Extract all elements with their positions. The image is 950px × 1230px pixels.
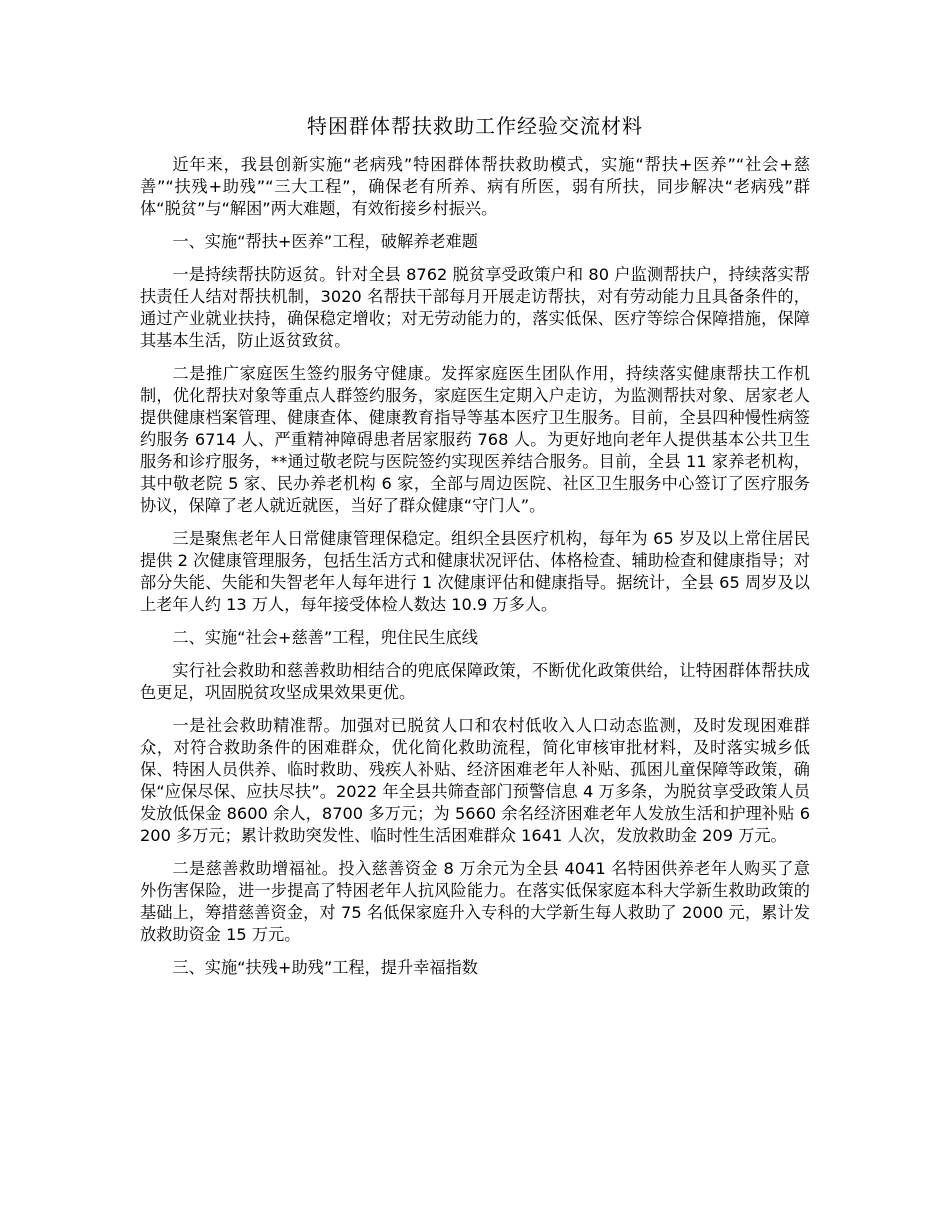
section-1-paragraph-1: 一是持续帮扶防返贫。针对全县 8762 脱贫享受政策户和 80 户监测帮扶户，持续落实帮扶责任人结对帮扶机制，3020 名帮扶干部每月开展走访帮扶，对有劳动能力且具备条件的，通过产业就业扶持，确保稳定增收；对无劳动能力的，落实低保、医疗等综合保障措施，保障其基本生活，防止返贫致贫。 (140, 265, 810, 350)
section-2-paragraph-2: 二是慈善救助增福祉。投入慈善资金 8 万余元为全县 4041 名特困供养老年人购买了意外伤害保险，进一步提高了特困老年人抗风险能力。在落实低保家庭本科大学新生救助政策的基础上，筹措慈善资金，对 75 名低保家庭升入专科的大学新生每人救助了 2000 元，累计发放救助资金 15 万元。 (140, 859, 810, 944)
section-1-heading: 一、实施“帮扶+医养”工程，破解养老难题 (172, 232, 478, 251)
section-1-paragraph-3: 三是聚焦老年人日常健康管理保稳定。组织全县医疗机构，每年为 65 岁及以上常住居民提供 2 次健康管理服务，包括生活方式和健康状况评估、体格检查、辅助检查和健康指导；对部分失能、失能和失智老年人每年进行 1 次健康评估和健康指导。据统计，全县 65 周岁及以上老年人约 13 万人，每年接受体检人数达 10.9 万多人。 (140, 529, 810, 614)
section-1-paragraph-2: 二是推广家庭医生签约服务守健康。发挥家庭医生团队作用，持续落实健康帮扶工作机制，优化帮扶对象等重点人群签约服务，家庭医生定期入户走访，为监测帮扶对象、居家老人提供健康档案管理、健康查体、健康教育指导等基本医疗卫生服务。目前，全县四种慢性病签约服务 6714 人、严重精神障碍患者居家服药 768 人。为更好地向老年人提供基本公共卫生服务和诊疗服务，**通过敬老院与医院签约实现医养结合服务。目前，全县 11 家养老机构，其中敬老院 5 家、民办养老机构 6 家，全部与周边医院、社区卫生服务中心签订了医疗服务协议，保障了老人就近就医，当好了群众健康“守门人”。 (140, 364, 810, 515)
page-title: 特困群体帮扶救助工作经验交流材料 (307, 114, 643, 138)
section-2-intro-paragraph: 实行社会救助和慈善救助相结合的兜底保障政策，不断优化政策供给，让特困群体帮扶成色更足，巩固脱贫攻坚成果效果更优。 (140, 661, 810, 702)
section-2-heading: 二、实施“社会+慈善”工程，兜住民生底线 (172, 628, 478, 647)
section-2-paragraph-1: 一是社会救助精准帮。加强对已脱贫人口和农村低收入人口动态监测，及时发现困难群众，对符合救助条件的困难群众，优化简化救助流程，简化审核审批材料，及时落实城乡低保、特困人员供养、临时救助、残疾人补贴、经济困难老年人补贴、孤困儿童保障等政策，确保“应保尽保、应扶尽扶”。2022 年全县共筛查部门预警信息 4 万多条，为脱贫享受政策人员发放低保金 8600 余人，8700 多万元；为 5660 余名经济困难老年人发放生活和护理补贴 6200 多万元；累计救助突发性、临时性生活困难群众 1641 人次，发放救助金 209 万元。 (140, 716, 810, 845)
intro-paragraph: 近年来，我县创新实施“老病残”特困群体帮扶救助模式，实施“帮扶+医养”“社会+慈善”“扶残+助残”“三大工程”，确保老有所养、病有所医，弱有所扶，同步解决“老病残”群体“脱贫”与“解困”两大难题，有效衔接乡村振兴。 (140, 155, 810, 218)
section-3-heading: 三、实施“扶残+助残”工程，提升幸福指数 (172, 958, 478, 977)
document-page (140, 112, 810, 990)
